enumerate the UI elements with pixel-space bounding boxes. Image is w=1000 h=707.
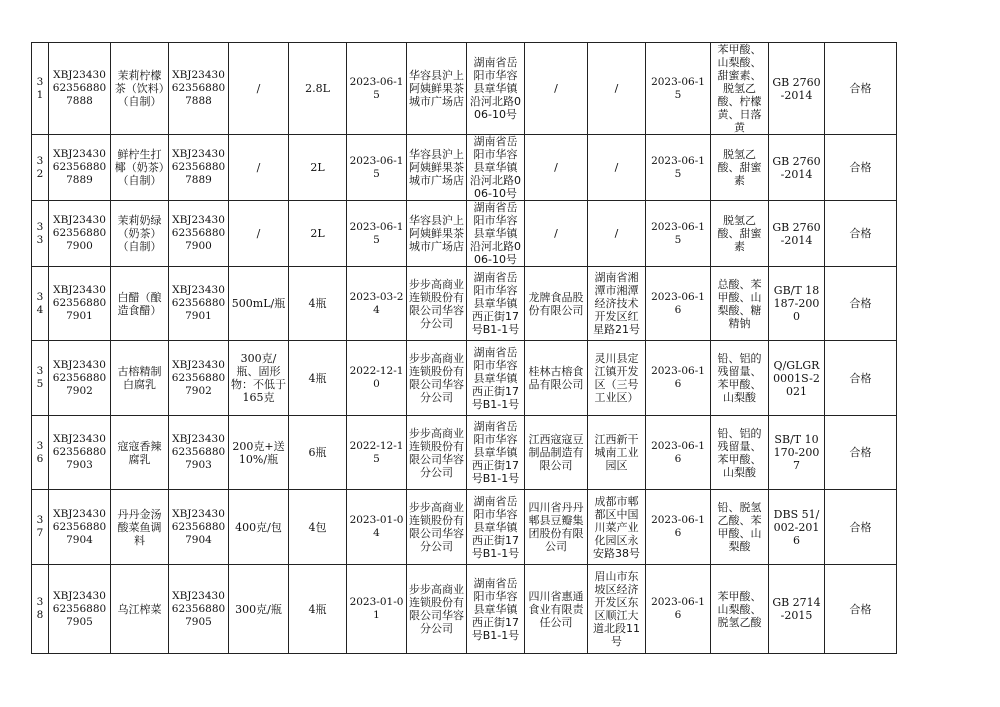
production-date-cell: 2023-06-15 <box>347 135 407 201</box>
manufacturer-name-cell: 四川省惠通食业有限责任公司 <box>525 565 588 654</box>
row-number-cell: 37 <box>32 490 49 565</box>
test-items-cell: 脱氢乙酸、甜蜜素 <box>711 135 769 201</box>
result-cell: 合格 <box>825 565 897 654</box>
result-cell: 合格 <box>825 43 897 135</box>
table-row <box>32 341 897 416</box>
manufacturer-name-cell: 桂林古榕食品有限公司 <box>525 341 588 416</box>
manufacturer-address-cell: / <box>588 135 646 201</box>
seller-name-cell: 步步高商业连锁股份有限公司华容分公司 <box>407 565 467 654</box>
product-name-cell: 鲜柠生打椰（奶茶）（自制） <box>111 135 169 201</box>
sampling-date-cell: 2023-06-16 <box>646 416 711 490</box>
standard-cell: GB 2760-2014 <box>769 135 825 201</box>
specification-cell: 300克/瓶 <box>229 565 289 654</box>
manufacturer-name-cell: / <box>525 201 588 267</box>
table-row <box>32 565 897 654</box>
specification-cell: 300克/瓶、固形物：不低于165克 <box>229 341 289 416</box>
product-name-cell: 寇寇香辣腐乳 <box>111 416 169 490</box>
test-items-cell: 苯甲酸、山梨酸、脱氢乙酸 <box>711 565 769 654</box>
seller-address-cell: 湖南省岳阳市华容县章华镇西正街17号B1-1号 <box>467 565 525 654</box>
table-row <box>32 135 897 201</box>
sample-code-cell: XBJ23430623568807903 <box>169 416 229 490</box>
product-name-cell: 丹丹金汤酸菜鱼调料 <box>111 490 169 565</box>
production-date-cell: 2023-01-04 <box>347 490 407 565</box>
sample-id-cell: XBJ23430623568807905 <box>49 565 111 654</box>
result-cell: 合格 <box>825 267 897 341</box>
product-name-cell: 茉莉柠檬茶（饮料）（自制） <box>111 43 169 135</box>
seller-address-cell: 湖南省岳阳市华容县章华镇沿河北路006-10号 <box>467 43 525 135</box>
standard-cell: GB 2760-2014 <box>769 43 825 135</box>
standard-cell: GB 2714-2015 <box>769 565 825 654</box>
production-date-cell: 2023-06-15 <box>347 201 407 267</box>
sampling-date-cell: 2023-06-15 <box>646 135 711 201</box>
manufacturer-address-cell: / <box>588 43 646 135</box>
sample-code-cell: XBJ23430623568807904 <box>169 490 229 565</box>
seller-address-cell: 湖南省岳阳市华容县章华镇西正街17号B1-1号 <box>467 416 525 490</box>
result-cell: 合格 <box>825 201 897 267</box>
row-number-cell: 31 <box>32 43 49 135</box>
manufacturer-address-cell: 江西新干城南工业园区 <box>588 416 646 490</box>
production-date-cell: 2022-12-15 <box>347 416 407 490</box>
table-body <box>32 43 897 654</box>
sampling-date-cell: 2023-06-16 <box>646 565 711 654</box>
production-date-cell: 2022-12-10 <box>347 341 407 416</box>
seller-address-cell: 湖南省岳阳市华容县章华镇西正街17号B1-1号 <box>467 267 525 341</box>
sample-id-cell: XBJ23430623568807900 <box>49 201 111 267</box>
standard-cell: DBS 51/ 002-2016 <box>769 490 825 565</box>
row-number-cell: 36 <box>32 416 49 490</box>
result-cell: 合格 <box>825 490 897 565</box>
sampling-date-cell: 2023-06-16 <box>646 490 711 565</box>
test-items-cell: 总酸、苯甲酸、山梨酸、糖精钠 <box>711 267 769 341</box>
table-row <box>32 43 897 135</box>
table-row <box>32 416 897 490</box>
sample-code-cell: XBJ23430623568807900 <box>169 201 229 267</box>
test-items-cell: 铅、铝的残留量、苯甲酸、山梨酸 <box>711 416 769 490</box>
seller-address-cell: 湖南省岳阳市华容县章华镇沿河北路006-10号 <box>467 201 525 267</box>
quantity-cell: 4瓶 <box>289 341 347 416</box>
seller-name-cell: 华容县沪上阿姨鲜果茶城市广场店 <box>407 201 467 267</box>
manufacturer-name-cell: 江西寇寇豆制品制造有限公司 <box>525 416 588 490</box>
quantity-cell: 2L <box>289 135 347 201</box>
specification-cell: / <box>229 43 289 135</box>
quantity-cell: 2.8L <box>289 43 347 135</box>
test-items-cell: 铅、脱氢乙酸、苯甲酸、山梨酸 <box>711 490 769 565</box>
result-cell: 合格 <box>825 341 897 416</box>
row-number-cell: 32 <box>32 135 49 201</box>
sample-id-cell: XBJ23430623568807904 <box>49 490 111 565</box>
manufacturer-address-cell: / <box>588 201 646 267</box>
row-number-cell: 35 <box>32 341 49 416</box>
product-name-cell: 茉莉奶绿（奶茶）（自制） <box>111 201 169 267</box>
manufacturer-address-cell: 灵川县定江镇开发区（三号工业区） <box>588 341 646 416</box>
sample-code-cell: XBJ23430623568807905 <box>169 565 229 654</box>
sample-code-cell: XBJ23430623568807888 <box>169 43 229 135</box>
specification-cell: 200克+送10%/瓶 <box>229 416 289 490</box>
standard-cell: GB 2760-2014 <box>769 201 825 267</box>
table-row <box>32 490 897 565</box>
seller-address-cell: 湖南省岳阳市华容县章华镇西正街17号B1-1号 <box>467 490 525 565</box>
production-date-cell: 2023-01-01 <box>347 565 407 654</box>
sample-id-cell: XBJ23430623568807902 <box>49 341 111 416</box>
manufacturer-address-cell: 湖南省湘潭市湘潭经济技术开发区红星路21号 <box>588 267 646 341</box>
seller-name-cell: 华容县沪上阿姨鲜果茶城市广场店 <box>407 43 467 135</box>
row-number-cell: 34 <box>32 267 49 341</box>
specification-cell: / <box>229 135 289 201</box>
seller-name-cell: 华容县沪上阿姨鲜果茶城市广场店 <box>407 135 467 201</box>
production-date-cell: 2023-06-15 <box>347 43 407 135</box>
sample-code-cell: XBJ23430623568807901 <box>169 267 229 341</box>
row-number-cell: 33 <box>32 201 49 267</box>
test-items-cell: 铅、铝的残留量、苯甲酸、山梨酸 <box>711 341 769 416</box>
manufacturer-name-cell: / <box>525 43 588 135</box>
quantity-cell: 4包 <box>289 490 347 565</box>
specification-cell: 400克/包 <box>229 490 289 565</box>
seller-name-cell: 步步高商业连锁股份有限公司华容分公司 <box>407 341 467 416</box>
seller-address-cell: 湖南省岳阳市华容县章华镇西正街17号B1-1号 <box>467 341 525 416</box>
seller-address-cell: 湖南省岳阳市华容县章华镇沿河北路006-10号 <box>467 135 525 201</box>
sample-code-cell: XBJ23430623568807902 <box>169 341 229 416</box>
standard-cell: SB/T 10170-2007 <box>769 416 825 490</box>
sampling-date-cell: 2023-06-15 <box>646 201 711 267</box>
table-row <box>32 201 897 267</box>
seller-name-cell: 步步高商业连锁股份有限公司华容分公司 <box>407 416 467 490</box>
seller-name-cell: 步步高商业连锁股份有限公司华容分公司 <box>407 267 467 341</box>
product-name-cell: 乌江榨菜 <box>111 565 169 654</box>
product-name-cell: 古榕精制白腐乳 <box>111 341 169 416</box>
result-cell: 合格 <box>825 135 897 201</box>
sampling-date-cell: 2023-06-15 <box>646 43 711 135</box>
sample-id-cell: XBJ23430623568807888 <box>49 43 111 135</box>
result-cell: 合格 <box>825 416 897 490</box>
test-items-cell: 脱氢乙酸、甜蜜素 <box>711 201 769 267</box>
manufacturer-address-cell: 成都市郫都区中国川菜产业化园区永安路38号 <box>588 490 646 565</box>
sample-id-cell: XBJ23430623568807901 <box>49 267 111 341</box>
test-items-cell: 苯甲酸、山梨酸、甜蜜素、脱氢乙酸、柠檬黄、日落黄 <box>711 43 769 135</box>
sample-id-cell: XBJ23430623568807889 <box>49 135 111 201</box>
standard-cell: Q/GLGR 0001S-2021 <box>769 341 825 416</box>
table-row <box>32 267 897 341</box>
manufacturer-address-cell: 眉山市东坡区经济开发区东区顺江大道北段11号 <box>588 565 646 654</box>
sample-code-cell: XBJ23430623568807889 <box>169 135 229 201</box>
product-name-cell: 白醋（酿造食醋） <box>111 267 169 341</box>
manufacturer-name-cell: / <box>525 135 588 201</box>
sampling-date-cell: 2023-06-16 <box>646 341 711 416</box>
specification-cell: / <box>229 201 289 267</box>
sampling-date-cell: 2023-06-16 <box>646 267 711 341</box>
quantity-cell: 4瓶 <box>289 565 347 654</box>
specification-cell: 500mL/瓶 <box>229 267 289 341</box>
standard-cell: GB/T 18187-2000 <box>769 267 825 341</box>
sample-id-cell: XBJ23430623568807903 <box>49 416 111 490</box>
manufacturer-name-cell: 龙牌食品股份有限公司 <box>525 267 588 341</box>
quantity-cell: 4瓶 <box>289 267 347 341</box>
quantity-cell: 2L <box>289 201 347 267</box>
manufacturer-name-cell: 四川省丹丹郫县豆瓣集团股份有限公司 <box>525 490 588 565</box>
row-number-cell: 38 <box>32 565 49 654</box>
quantity-cell: 6瓶 <box>289 416 347 490</box>
seller-name-cell: 步步高商业连锁股份有限公司华容分公司 <box>407 490 467 565</box>
inspection-results-table <box>31 42 897 654</box>
production-date-cell: 2023-03-24 <box>347 267 407 341</box>
